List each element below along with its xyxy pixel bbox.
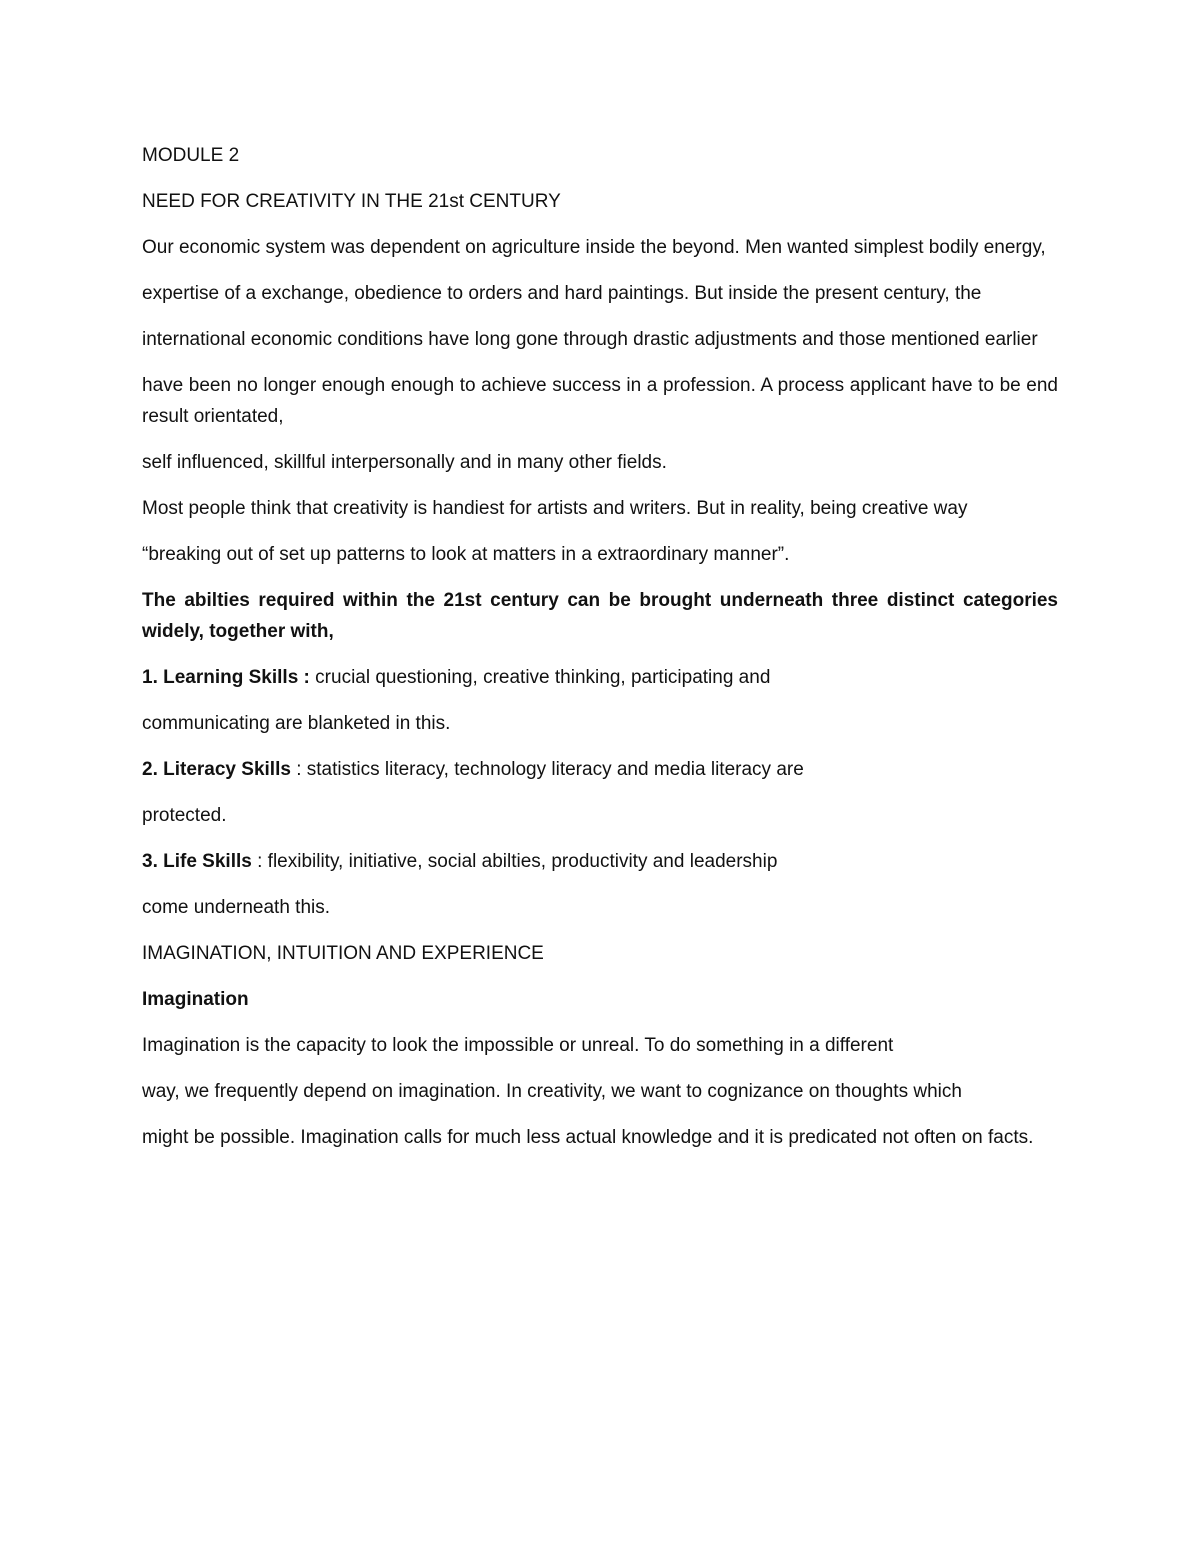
subsection-title: Imagination xyxy=(142,989,249,1010)
paragraph: have been no longer enough enough to achieve success in a profession. A process applicant have to be end result orientated, xyxy=(142,375,1058,427)
skill-lead: 3. Life Skills xyxy=(142,851,252,872)
skill-item xyxy=(142,754,1058,785)
abilities-intro: The abilties required within the 21st century can be brought underneath three distinct categories widely, together with, xyxy=(142,590,1058,642)
paragraph: Imagination is the capacity to look the impossible or unreal. To do something in a different xyxy=(142,1035,894,1056)
skill-lead: 1. Learning Skills : xyxy=(142,667,310,688)
paragraph: “breaking out of set up patterns to look at matters in a extraordinary manner”. xyxy=(142,544,790,565)
paragraph: Our economic system was dependent on agriculture inside the beyond. Men wanted simplest bodily energy, xyxy=(142,237,1046,258)
skill-lead: 2. Literacy Skills xyxy=(142,759,291,780)
skill-continuation: come underneath this. xyxy=(142,897,331,918)
module-title: MODULE 2 xyxy=(142,145,240,166)
section-title-imagination: IMAGINATION, INTUITION AND EXPERIENCE xyxy=(142,943,544,964)
skill-text: : statistics literacy, technology literacy and media literacy are xyxy=(290,759,804,780)
skill-item xyxy=(142,846,1058,877)
paragraph: Most people think that creativity is handiest for artists and writers. But in reality, being creative way xyxy=(142,498,968,519)
paragraph: self influenced, skillful interpersonally and in many other fields. xyxy=(142,452,667,473)
section-title-creativity: NEED FOR CREATIVITY IN THE 21st CENTURY xyxy=(142,191,561,212)
paragraph: expertise of a exchange, obedience to orders and hard paintings. But inside the present century, the xyxy=(142,283,982,304)
paragraph: international economic conditions have long gone through drastic adjustments and those mentioned earlier xyxy=(142,329,1038,350)
skill-text: crucial questioning, creative thinking, participating and xyxy=(309,667,771,688)
paragraph: might be possible. Imagination calls for much less actual knowledge and it is predicated not often on facts. xyxy=(142,1127,1034,1148)
skill-item xyxy=(142,662,1058,693)
paragraph: way, we frequently depend on imagination. In creativity, we want to cognizance on thoughts which xyxy=(142,1081,962,1102)
skill-text: : flexibility, initiative, social abilties, productivity and leadership xyxy=(251,851,778,872)
skill-continuation: communicating are blanketed in this. xyxy=(142,713,451,734)
skill-continuation: protected. xyxy=(142,805,227,826)
document-page xyxy=(142,140,1058,1168)
